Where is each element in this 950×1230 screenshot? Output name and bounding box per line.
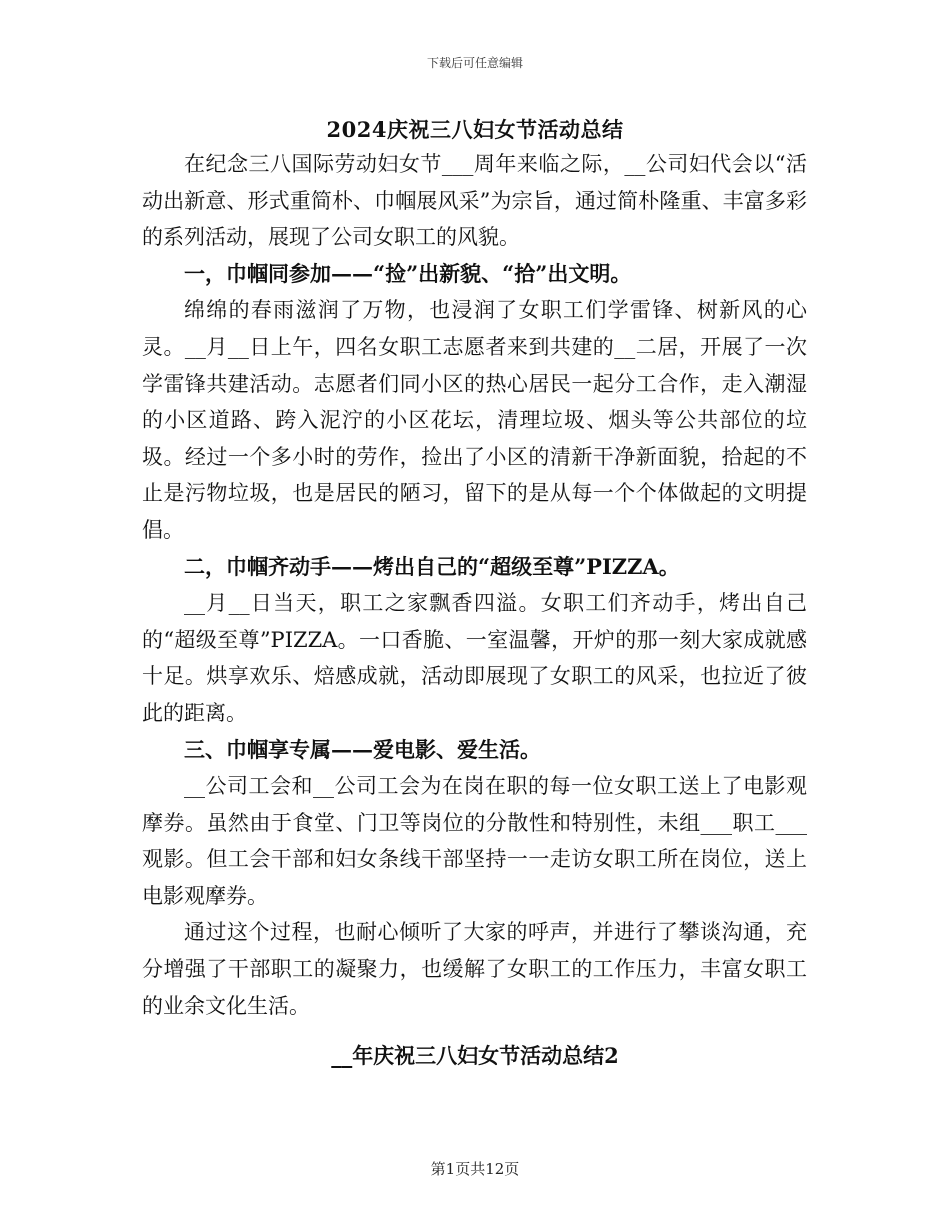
header-note: 下载后可任意编辑 xyxy=(426,56,523,70)
section-heading-3: 三、巾帼享专属——爱电影、爱生活。 xyxy=(184,736,541,762)
section-paragraph-1: 绵绵的春雨滋润了万物，也浸润了女职工们学雷锋、树新风的心灵。__月__日上午，四名女职工志愿者来到共建的__二居，开展了一次学雷锋共建活动。志愿者们同小区的热心居民一起分工合作，走入潮湿的小区道路、跨入泥泞的小区花坛，清理垃圾、烟头等公共部位的垃圾。经过一个多小时的劳作，捡出了小区的清新干净新面貌，拾起的不止是污物垃圾，也是居民的陋习，留下的是从每一个个体做起的文明提倡。 xyxy=(142,298,807,542)
section-paragraph-2: __月__日当天，职工之家飘香四溢。女职工们齐动手，烤出自己的“超级至尊”PIZZA。一口香脆、一室温馨，开炉的那一刻大家成就感十足。烘享欢乐、焙感成就，活动即展现了女职工的风采，也拉近了彼此的距离。 xyxy=(142,591,807,725)
intro-paragraph: 在纪念三八国际劳动妇女节___周年来临之际，__公司妇代会以“活动出新意、形式重简朴、巾帼展风采”为宗旨，通过简朴隆重、丰富多彩的系列活动，展现了公司女职工的风貌。 xyxy=(142,152,807,250)
section-heading-2: 二，巾帼齐动手——烤出自己的“超级至尊”PIZZA。 xyxy=(184,553,680,579)
section-heading-1: 一，巾帼同参加——“捡”出新貌、“拾”出文明。 xyxy=(184,260,632,286)
section-paragraph-3: __公司工会和__公司工会为在岗在职的每一位女职工送上了电影观摩券。虽然由于食堂、门卫等岗位的分散性和特别性，未组___职工___观影。但工会干部和妇女条线干部坚持一一走访女职工所在岗位，送上电影观摩券。 xyxy=(142,774,807,908)
section-2-title: __年庆祝三八妇女节活动总结2 xyxy=(331,1043,619,1068)
closing-paragraph: 通过这个过程，也耐心倾听了大家的呼声，并进行了攀谈沟通，充分增强了干部职工的凝聚力，也缓解了女职工的工作压力，丰富女职工的业余文化生活。 xyxy=(142,920,807,1018)
document-title: 2024庆祝三八妇女节活动总结 xyxy=(326,117,624,142)
document-body xyxy=(142,146,807,1024)
page-number: 第1页共12页 xyxy=(430,1160,520,1178)
